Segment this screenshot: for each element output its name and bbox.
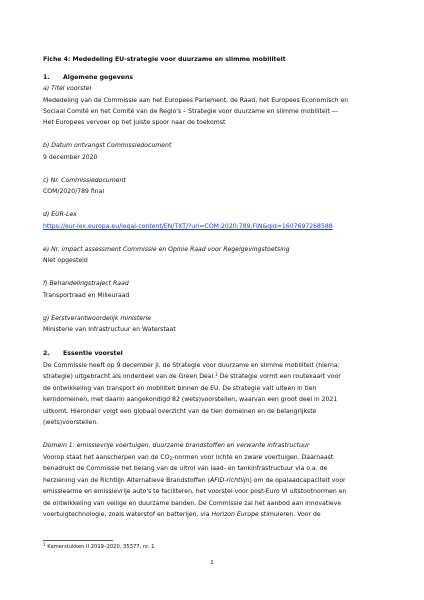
label-g: g) Eerstverantwoordelijk ministerie — [43, 315, 152, 322]
domain1-line-2: benadrukt de Commissie het belang van de uitrol van laad- en tankinfrastructuur via o.a. de — [43, 465, 328, 472]
label-e: e) Nr. impact assessment Commissie en Opinie Raad voor Regelgevingstoetsing — [43, 246, 290, 253]
s2-paragraph1-line-1: De Commissie heeft op 9 december jl. de Strategie voor duurzame en slimme mobiliteit (hierna: — [43, 362, 340, 369]
section1-title: Algemene gegevens — [63, 74, 133, 81]
domain1-line-6: voertuigtechnologie, zoals waterstof en batterijen, via Horizon Europe stimuleren. Voor de — [43, 511, 321, 518]
fiche-title: Fiche 4: Mededeling EU-strategie voor duurzame en slimme mobiliteit — [43, 56, 286, 63]
section2-heading — [43, 350, 123, 358]
eur-lex-link[interactable]: https://eur-lex.europa.eu/legal-content/EN/TXT/?uri=COM:2020:789:FIN&qid=1607697268588 — [43, 223, 333, 230]
footnote — [43, 544, 154, 551]
label-f: f) Behandelingstraject Raad — [43, 280, 129, 287]
value-c: COM/2020/789 final — [43, 188, 105, 195]
value-a-line-1: Mededeling van de Commissie aan het Europees Parlement, de Raad, het Europees Economisch en — [43, 97, 349, 104]
s2-paragraph1-line-5: uitkomt. Hieronder volgt een globaal overzicht van de tien domeinen en de belangrijkste — [43, 408, 317, 415]
s2-paragraph1-line-6: (wets)voorstellen. — [43, 419, 99, 426]
domain1-line-3: herziening van de Richtlijn Alternatieve Brandstoffen (AFID-richtlijn) om de opalaadcapaciteit voor — [43, 477, 346, 484]
section2-number: 2. — [43, 350, 50, 357]
domain1-line-5: de ontwikkeling van veilige en duurzame banden. De Commissie zal het aanbod aan innovatieve — [43, 500, 342, 507]
value-f: Transportraad en Milieuraad — [43, 292, 130, 299]
value-a-line-2: Sociaal Comité en het Comité van de Regio's – Strategie voor duurzame en slimme mobiliteit — — [43, 108, 338, 115]
section1-heading — [43, 74, 133, 82]
footnote-number: 1 — [43, 542, 46, 547]
label-c: c) Nr. Commissiedocument — [43, 177, 126, 184]
domain1-heading: Domein 1: emissievrije voertuigen, duurzame brandstoffen en verwante infrastructuur — [43, 442, 310, 449]
value-b: 9 december 2020 — [43, 154, 98, 161]
domain1-line-1: Voorop staat het aanscherpen van de $CO_2$-normen voor lichte en zware voertuigen. Daarnaast — [43, 454, 334, 462]
footnote-text: Kamerstukken II 2019–2020, 35377, nr. 1 — [45, 544, 155, 550]
label-b: b) Datum ontvangst Commissiedocument — [43, 142, 172, 149]
value-e: Niet opgesteld — [43, 257, 88, 264]
footnote-ref: 1 — [215, 372, 218, 377]
section2-title: Essentie voorstel — [63, 350, 123, 357]
s2-paragraph1-line-4: kerndomeinen, met daarin aangekondigd 82 (wets)voorstellen, waarvan een groot deel in 2021 — [43, 396, 338, 403]
value-g: Ministerie van Infrastructuur en Waterstaat — [43, 326, 176, 333]
section1-number: 1. — [43, 74, 50, 81]
domain1-line-4: emissiearme en emissievrije auto's te faciliteren, het voorstel voor post-Euro VI uitstootnormen en — [43, 488, 347, 495]
value-a-line-3: Het Europees vervoer op het juiste spoor naar de toekomst — [43, 119, 226, 126]
label-d: d) EUR-Lex — [43, 211, 77, 218]
label-a: a) Titel voorstel — [43, 85, 92, 92]
s2-paragraph1-line-2: strategie) uitgebracht als onderdeel van de Green Deal.$^1$ De strategie vormt een routekaart voor — [43, 372, 341, 380]
s2-paragraph1-line-3: de ontwikkeling van transport en mobiliteit binnen de EU. De strategie valt uiteen in tien — [43, 385, 317, 392]
footnote-divider — [43, 540, 113, 541]
page-number: 1 — [210, 560, 214, 566]
